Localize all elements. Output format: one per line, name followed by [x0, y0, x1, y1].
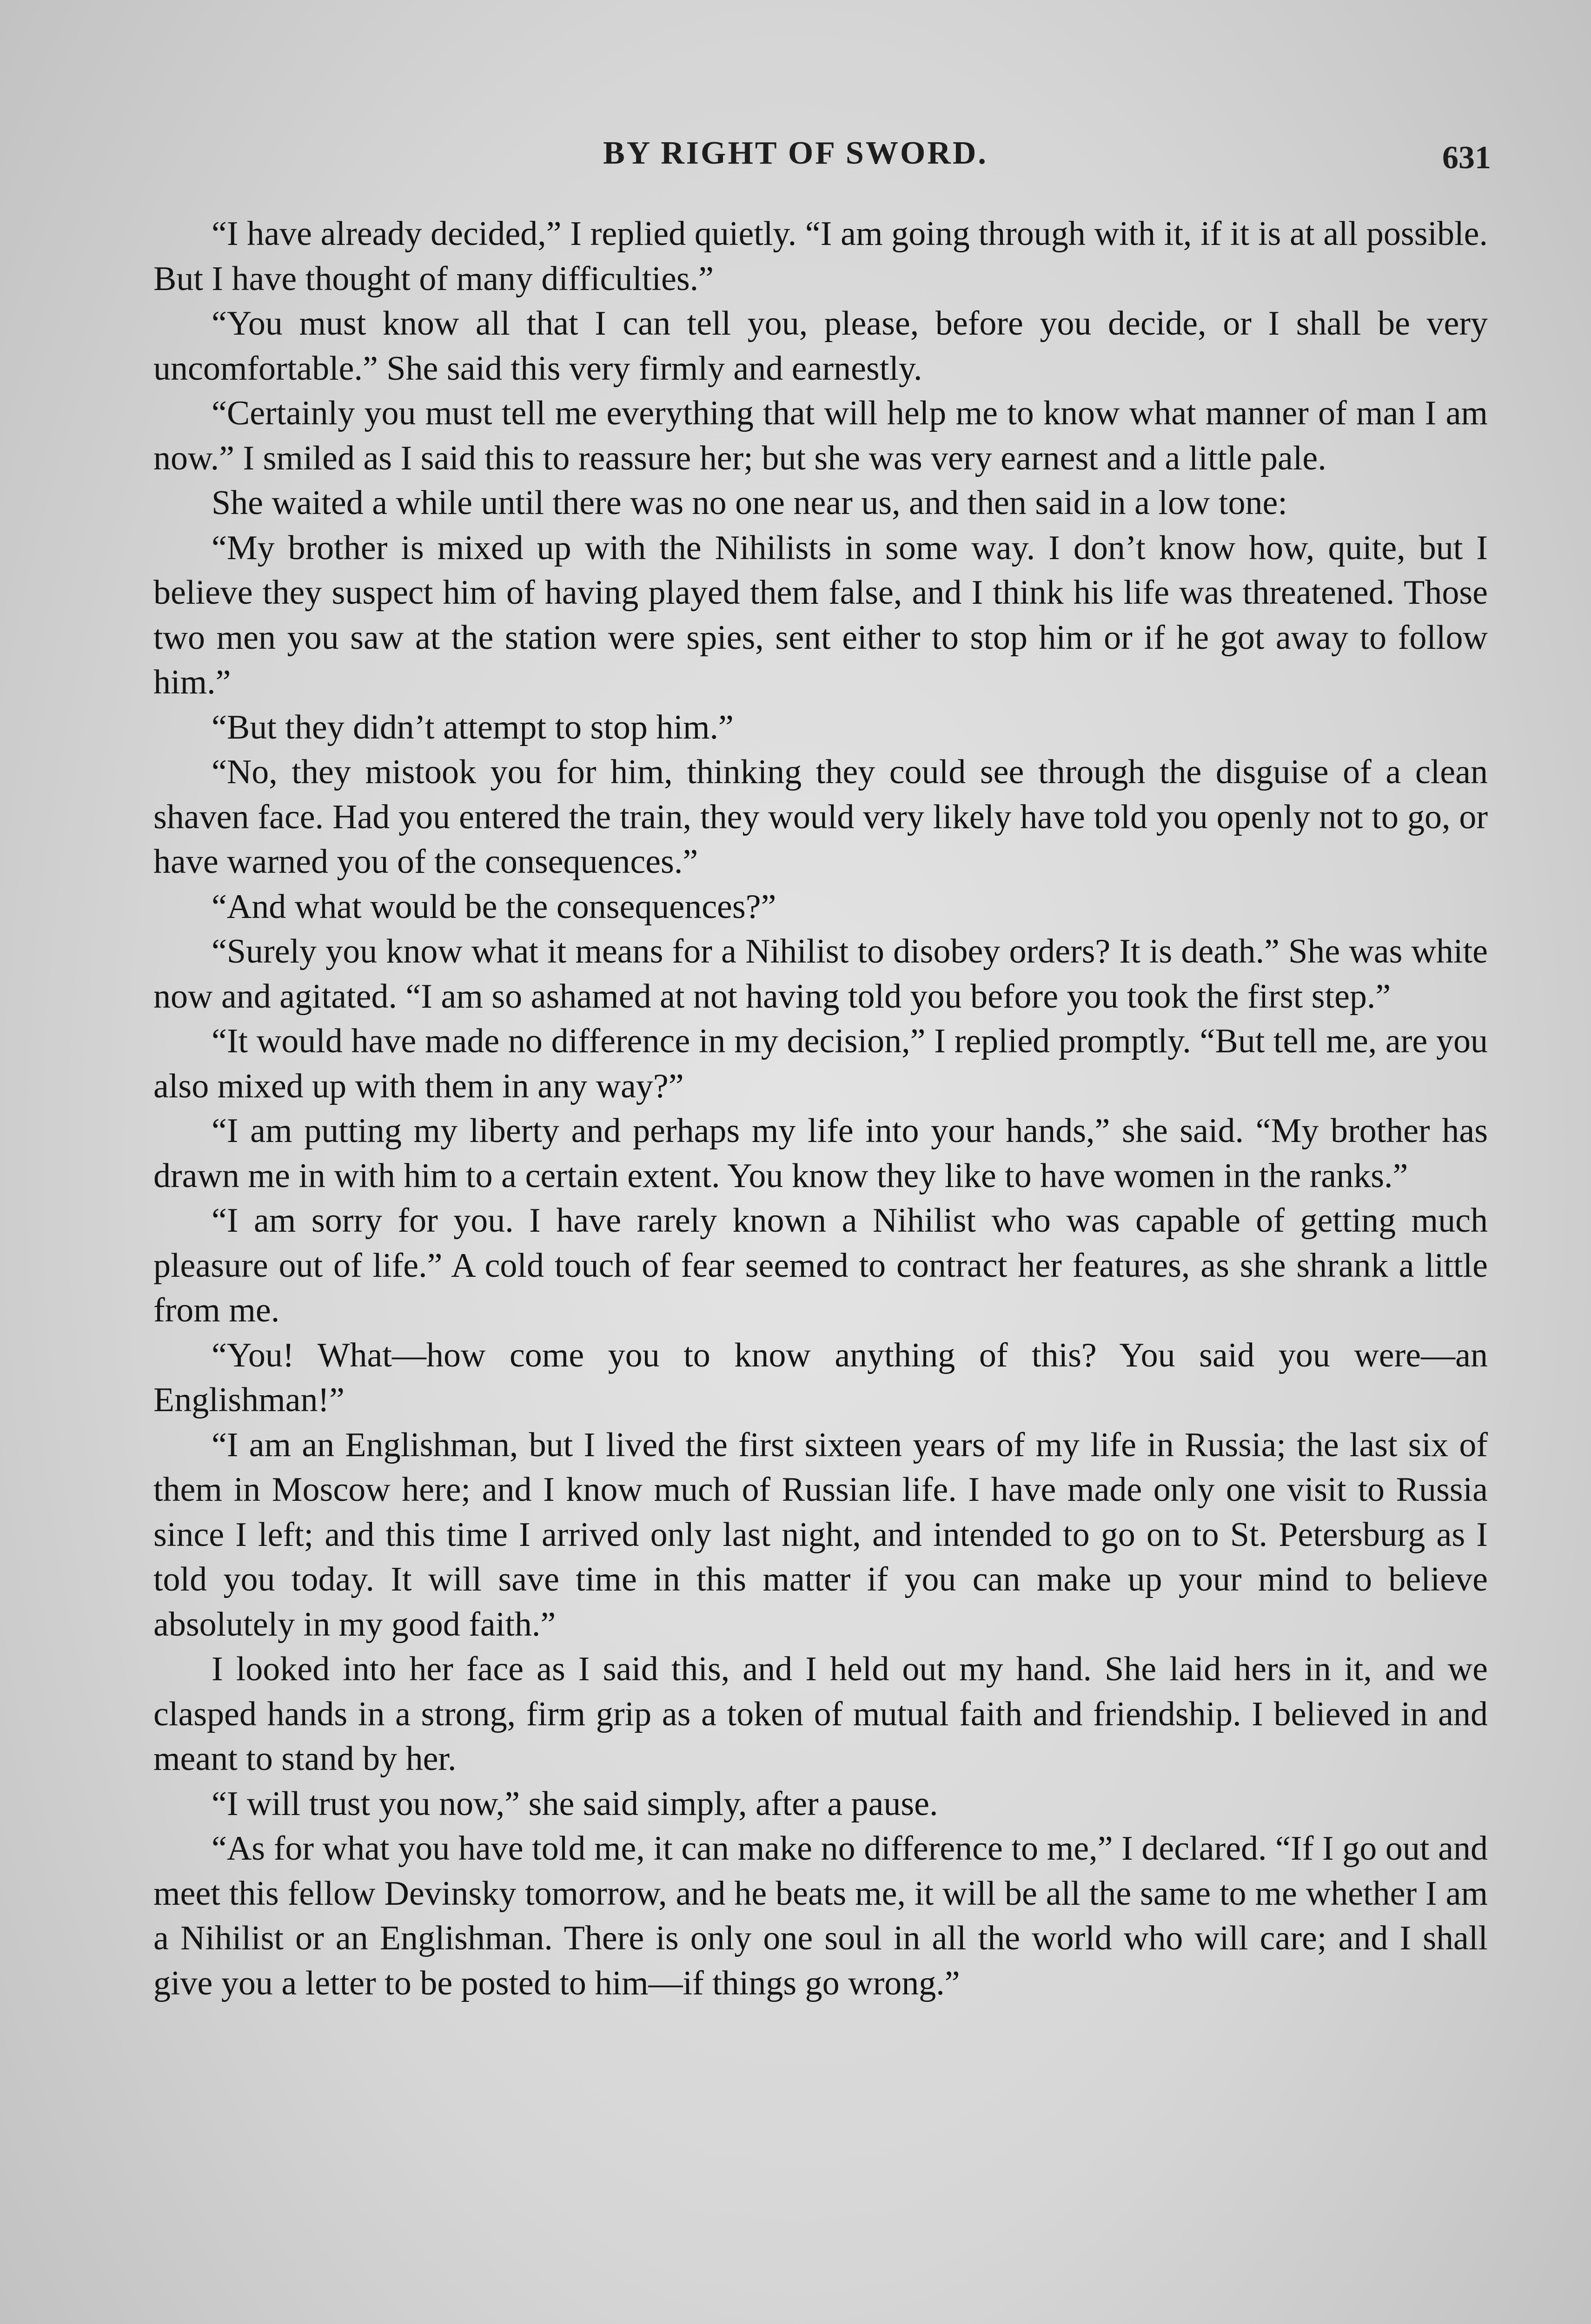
paragraph: “As for what you have told me, it can make no difference to me,” I declared. “If I go out and meet this fellow Devinsky tomorrow, and he beats me, it will be all the same to me whether I am a Nihilist or an Englishman. There is only one soul in all the world who will care; and I shall give you a letter to be posted to him—if things go wrong.” — [153, 1829, 1488, 2002]
paragraph: “It would have made no difference in my decision,” I replied promptly. “But tell me, are you also mixed up with them in any way?” — [153, 1022, 1488, 1105]
paragraph: “And what would be the consequences?” — [212, 887, 776, 926]
paragraph: I looked into her face as I said this, and I held out my hand. She laid hers in it, and we clasped hands in a strong, firm grip as a token of mutual faith and friendship. I believed in and meant to stand by her. — [153, 1650, 1488, 1778]
paragraph: “You! What—how come you to know anything of this? You said you were—an Englishman!” — [153, 1336, 1488, 1419]
paragraph: “I am putting my liberty and perhaps my life into your hands,” she said. “My brother has drawn me in with him to a certain extent. You know they like to have women in the ranks.” — [153, 1112, 1488, 1195]
paragraph: “Certainly you must tell me everything that will help me to know what manner of man I am now.” I smiled as I said this to reassure her; but she was very earnest and a little pale. — [153, 394, 1488, 477]
paragraph: She waited a while until there was no one near us, and then said in a low tone: — [212, 484, 1287, 522]
paragraph: “Surely you know what it means for a Nihilist to disobey orders? It is death.” She was white now and agitated. “I am so ashamed at not having told you before you took the first step.” — [153, 932, 1488, 1016]
paragraph: “No, they mistook you for him, thinking they could see through the disguise of a clean shaven face. Had you entered the train, they would very likely have told you openly not to go, or have warned you of the consequences.” — [153, 753, 1488, 881]
paragraph: “My brother is mixed up with the Nihilists in some way. I don’t know how, quite, but I believe they suspect him of having played them false, and I think his life was threatened. Those two men you saw at the station were spies, sent either to stop him or if he got away to follow him.” — [153, 528, 1488, 701]
paragraph: “I have already decided,” I replied quietly. “I am going through with it, if it is at all possible. But I have thought of many difficulties.” — [153, 215, 1488, 298]
page-number: 631 — [1442, 140, 1491, 176]
paragraph: “I am an Englishman, but I lived the first sixteen years of my life in Russia; the last six of them in Moscow here; and I know much of Russian life. I have made only one visit to Russia since I left; and this time I arrived only last night, and intended to go on to St. Petersburg as I told you today. It will save time in this matter if you can make up your mind to believe absolutely in my good faith.” — [153, 1426, 1488, 1644]
paragraph: “You must know all that I can tell you, please, before you decide, or I shall be very uncomfortable.” She said this very firmly and earnestly. — [153, 304, 1488, 388]
running-head: BY RIGHT OF SWORD. — [603, 135, 988, 171]
body-text — [153, 211, 1488, 2006]
paragraph: “But they didn’t attempt to stop him.” — [212, 708, 734, 746]
paragraph: “I am sorry for you. I have rarely known a Nihilist who was capable of getting much pleasure out of life.” A cold touch of fear seemed to contract her features, as she shrank a little from me. — [153, 1202, 1488, 1329]
paragraph: “I will trust you now,” she said simply, after a pause. — [212, 1784, 938, 1823]
